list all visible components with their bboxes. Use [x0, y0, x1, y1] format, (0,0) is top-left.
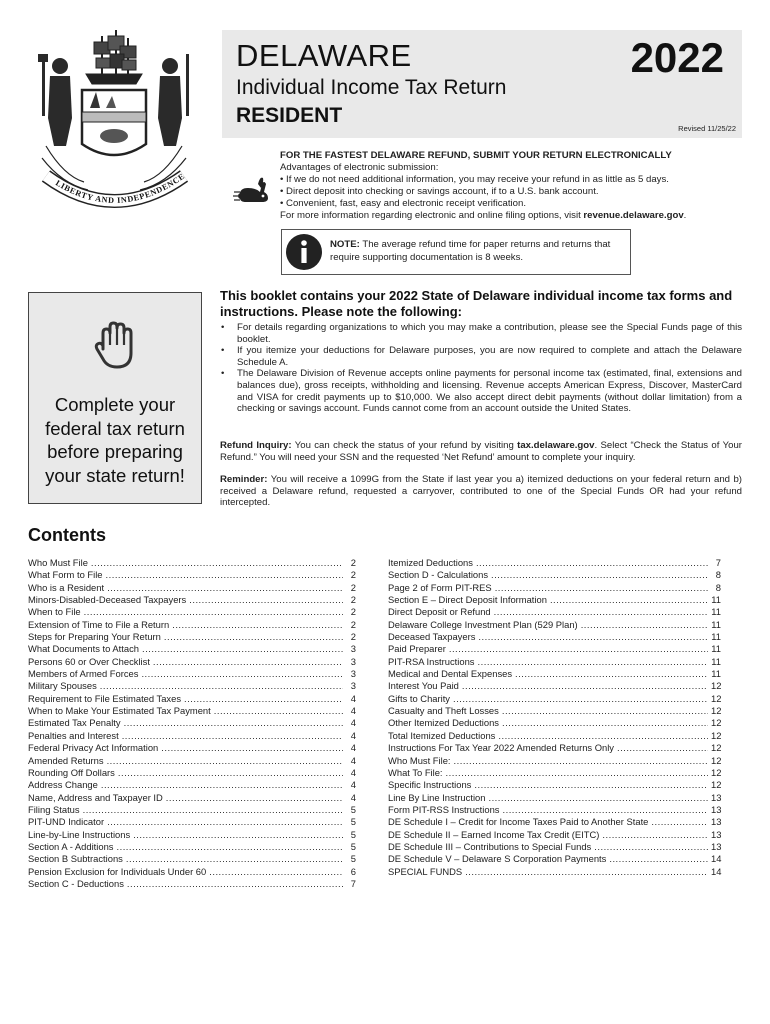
toc-entry-title: When to File: [28, 606, 81, 618]
toc-entry-title: When to Make Your Estimated Tax Payment: [28, 705, 211, 717]
toc-entry[interactable]: [388, 755, 721, 767]
toc-leader-dots: [462, 680, 708, 692]
toc-entry-page: 12: [711, 754, 722, 766]
toc-entry-title: DE Schedule I – Credit for Income Taxes Paid to Another State: [388, 816, 649, 828]
toc-entry-page: 2: [350, 606, 356, 618]
revised-date: Revised 11/25/22: [678, 124, 736, 133]
toc-entry-title: Pension Exclusion for Individuals Under 60: [28, 865, 207, 877]
toc-entry[interactable]: [28, 619, 356, 631]
toc-entry[interactable]: [28, 594, 356, 606]
toc-leader-dots: [106, 569, 344, 581]
toc-leader-dots: [581, 619, 708, 631]
toc-entry-title: Persons 60 or Over Checklist: [28, 655, 150, 667]
refund-inquiry: Refund Inquiry: You can check the status of your refund by visiting tax.delaware.gov. Select “Check the Status of Your Refund.” You will need your SSN and the requested ‘Net Refund’ amount to complete your inquiry.: [220, 440, 742, 463]
efile-item: • Direct deposit into checking or savings account, if to a U.S. bank account.: [280, 186, 599, 197]
toc-leader-dots: [478, 656, 709, 668]
toc-entry[interactable]: [28, 841, 356, 853]
toc-entry[interactable]: [388, 841, 721, 853]
toc-entry-page: 5: [350, 840, 356, 852]
toc-entry-page: 3: [350, 655, 356, 667]
toc-entry-page: 4: [350, 705, 356, 717]
toc-entry-page: 6: [350, 865, 356, 877]
efile-item: • If we do not need additional information, you may receive your refund in as little as 5 days.: [280, 174, 669, 185]
toc-leader-dots: [214, 705, 343, 717]
toc-leader-dots: [550, 594, 708, 606]
toc-entry[interactable]: [388, 705, 721, 717]
toc-entry-title: Medical and Dental Expenses: [388, 668, 513, 680]
toc-entry-page: 12: [711, 766, 722, 778]
toc-leader-dots: [184, 693, 343, 705]
toc-leader-dots: [107, 816, 343, 828]
toc-entry[interactable]: [388, 816, 721, 828]
toc-entry-title: Page 2 of Form PIT-RES: [388, 581, 492, 593]
toc-leader-dots: [83, 804, 343, 816]
toc-entry-title: Who Must File: [28, 557, 88, 568]
toc-entry-title: What Form to File: [28, 569, 103, 581]
efile-more-info: For more information regarding electronic and online filing options, visit revenue.delaware.gov.: [280, 210, 687, 221]
toc-entry-title: Section C - Deductions: [28, 877, 124, 889]
toc-leader-dots: [91, 557, 343, 569]
toc-entry-title: What To File:: [388, 766, 443, 778]
toc-entry[interactable]: [388, 853, 721, 865]
toc-entry[interactable]: [28, 668, 356, 680]
toc-entry-page: 12: [711, 680, 722, 692]
seal-motto: LIBERTY AND INDEPENDENCE: [53, 171, 187, 205]
toc-entry-page: 3: [350, 668, 356, 680]
toc-entry[interactable]: [28, 755, 356, 767]
toc-leader-dots: [142, 643, 343, 655]
toc-entry-page: 13: [711, 840, 722, 852]
toc-entry-title: Specific Instructions: [388, 779, 472, 791]
toc-entry-page: 2: [350, 618, 356, 630]
toc-entry[interactable]: [388, 582, 721, 594]
toc-leader-dots: [502, 705, 708, 717]
toc-entry-page: 5: [350, 853, 356, 865]
toc-entry-page: 12: [711, 717, 722, 729]
toc-entry-title: Other Itemized Deductions: [388, 717, 499, 729]
toc-entry[interactable]: [28, 582, 356, 594]
toc-entry-title: Extension of Time to File a Return: [28, 618, 170, 630]
toc-leader-dots: [107, 582, 343, 594]
toc-entry-title: Name, Address and Taxpayer ID: [28, 791, 163, 803]
toc-entry-title: Penalties and Interest: [28, 729, 119, 741]
toc-entry[interactable]: [388, 730, 721, 742]
toc-entry[interactable]: [28, 656, 356, 668]
toc-leader-dots: [153, 656, 343, 668]
toc-leader-dots: [116, 841, 343, 853]
toc-leader-dots: [209, 866, 343, 878]
toc-entry[interactable]: [388, 779, 721, 791]
toc-leader-dots: [446, 767, 708, 779]
federal-reminder-box: [28, 292, 202, 504]
toc-leader-dots: [164, 631, 343, 643]
toc-entry-page: 11: [711, 668, 721, 680]
toc-entry-title: Line By Line Instruction: [388, 791, 486, 803]
toc-entry-page: 2: [350, 631, 356, 643]
toc-leader-dots: [172, 619, 343, 631]
note-text: NOTE: The average refund time for paper returns and returns that require supporting documentation is 8 weeks.: [330, 239, 611, 263]
toc-entry[interactable]: [28, 853, 356, 865]
toc-leader-dots: [107, 755, 343, 767]
toc-entry-page: 5: [350, 828, 356, 840]
toc-leader-dots: [189, 594, 343, 606]
toc-entry[interactable]: [388, 693, 721, 705]
toc-entry-title: Address Change: [28, 779, 98, 791]
toc-entry[interactable]: [28, 742, 356, 754]
toc-entry-title: What Documents to Attach: [28, 643, 139, 655]
toc-entry[interactable]: [28, 730, 356, 742]
toc-entry-title: Delaware College Investment Plan (529 Plan): [388, 618, 578, 630]
toc-entry-page: 4: [350, 791, 356, 803]
toc-entry-title: DE Schedule II – Earned Income Tax Credit (EITC): [388, 828, 600, 840]
tax-year: 2022: [630, 34, 724, 81]
toc-entry[interactable]: [388, 631, 721, 643]
toc-entry-title: Paid Preparer: [388, 643, 446, 655]
toc-entry-page: 3: [350, 680, 356, 692]
toc-entry-page: 13: [711, 828, 722, 840]
toc-leader-dots: [498, 730, 708, 742]
toc-entry-title: Form PIT-RSS Instructions: [388, 803, 500, 815]
toc-entry[interactable]: [28, 557, 356, 569]
toc-leader-dots: [594, 841, 708, 853]
toc-entry-page: 13: [711, 791, 722, 803]
toc-entry-page: 4: [350, 729, 356, 741]
toc-leader-dots: [100, 680, 343, 692]
toc-leader-dots: [488, 792, 708, 804]
toc-entry-page: 12: [711, 692, 722, 704]
toc-leader-dots: [602, 829, 708, 841]
svg-text:LIBERTY AND INDEPENDENCE: [54, 172, 187, 205]
toc-entry-page: 14: [711, 853, 722, 865]
toc-entry[interactable]: [28, 779, 356, 791]
toc-entry-title: Rounding Off Dollars: [28, 766, 115, 778]
toc-entry[interactable]: [28, 693, 356, 705]
toc-entry-title: Section E – Direct Deposit Information: [388, 594, 547, 606]
form-title: Individual Income Tax Return: [236, 76, 507, 99]
rabbit-icon: [232, 172, 272, 212]
toc-entry-page: 7: [350, 877, 356, 889]
contents-left-column: [28, 557, 356, 890]
toc-entry[interactable]: [28, 816, 356, 828]
toc-entry-title: Estimated Tax Penalty: [28, 717, 121, 729]
toc-leader-dots: [101, 779, 343, 791]
toc-entry-page: 4: [350, 766, 356, 778]
efile-section: [280, 150, 750, 222]
toc-entry-page: 4: [350, 692, 356, 704]
toc-entry-page: 4: [350, 754, 356, 766]
toc-entry[interactable]: [28, 866, 356, 878]
toc-entry-title: SPECIAL FUNDS: [388, 865, 463, 877]
federal-reminder-text: Complete your federal tax return before preparing your state return!: [45, 394, 185, 486]
toc-entry-page: 5: [350, 816, 356, 828]
toc-entry-page: 11: [711, 606, 721, 618]
booklet-heading: This booklet contains your 2022 State of Delaware individual income tax forms and instructions. Please note the following:: [220, 288, 733, 319]
toc-entry-page: 4: [350, 742, 356, 754]
toc-entry[interactable]: [388, 804, 721, 816]
contents-right-column: [388, 557, 721, 878]
toc-entry-title: Instructions For Tax Year 2022 Amended Returns Only: [388, 742, 614, 754]
info-icon: [284, 232, 324, 272]
toc-entry-page: 11: [711, 594, 721, 606]
toc-entry-page: 2: [350, 557, 356, 568]
toc-leader-dots: [609, 853, 708, 865]
delaware-state-seal-icon: [24, 26, 204, 216]
toc-entry[interactable]: [28, 767, 356, 779]
toc-entry-page: 14: [711, 865, 722, 877]
toc-leader-dots: [494, 606, 708, 618]
toc-entry-page: 8: [715, 569, 721, 581]
toc-entry-page: 12: [711, 729, 722, 741]
toc-entry[interactable]: [28, 680, 356, 692]
toc-entry-page: 12: [711, 742, 722, 754]
toc-entry-title: Section A - Additions: [28, 840, 114, 852]
toc-entry-page: 11: [711, 655, 721, 667]
toc-leader-dots: [118, 767, 343, 779]
toc-entry[interactable]: [388, 643, 721, 655]
toc-leader-dots: [502, 804, 708, 816]
toc-entry[interactable]: [28, 569, 356, 581]
toc-entry[interactable]: [28, 631, 356, 643]
toc-entry[interactable]: [28, 606, 356, 618]
toc-entry-page: 11: [711, 618, 721, 630]
toc-entry[interactable]: [28, 829, 356, 841]
toc-leader-dots: [161, 742, 343, 754]
toc-entry-title: Interest You Paid: [388, 680, 459, 692]
toc-entry[interactable]: [28, 878, 356, 890]
list-item: • For details regarding organizations to which you may make a contribution, please see the Special Funds page of this booklet.: [220, 322, 742, 345]
toc-leader-dots: [474, 779, 708, 791]
form-subtitle: RESIDENT: [236, 104, 343, 127]
toc-leader-dots: [449, 643, 708, 655]
note-box: [281, 229, 631, 275]
toc-leader-dots: [495, 582, 708, 594]
toc-entry[interactable]: [388, 668, 721, 680]
toc-entry-title: Members of Armed Forces: [28, 668, 139, 680]
toc-entry-page: 12: [711, 705, 722, 717]
toc-entry-title: PIT-RSA Instructions: [388, 655, 475, 667]
toc-entry-title: Minors-Disabled-Deceased Taxpayers: [28, 594, 187, 606]
toc-entry[interactable]: [388, 619, 721, 631]
toc-entry-title: Section D - Calculations: [388, 569, 489, 581]
toc-entry-page: 3: [350, 643, 356, 655]
toc-leader-dots: [476, 557, 708, 569]
toc-leader-dots: [478, 631, 708, 643]
revenue-link[interactable]: revenue.delaware.gov: [583, 210, 684, 221]
list-item: • If you itemize your deductions for Delaware purposes, you are now required to complete and attach the Delaware Schedule A.: [220, 345, 742, 368]
toc-entry-title: Requirement to File Estimated Taxes: [28, 692, 182, 704]
toc-entry-title: Steps for Preparing Your Return: [28, 631, 161, 643]
toc-entry-title: Filing Status: [28, 803, 80, 815]
toc-entry[interactable]: [28, 643, 356, 655]
toc-entry-title: Direct Deposit or Refund: [388, 606, 491, 618]
toc-entry[interactable]: [388, 767, 721, 779]
toc-entry-title: Who Must File:: [388, 754, 451, 766]
efile-item: • Convenient, fast, easy and electronic receipt verification.: [280, 198, 526, 209]
toc-leader-dots: [515, 668, 708, 680]
toc-entry-page: 12: [711, 779, 722, 791]
toc-entry-title: DE Schedule III – Contributions to Special Funds: [388, 840, 592, 852]
toc-leader-dots: [465, 866, 708, 878]
toc-entry-title: Amended Returns: [28, 754, 104, 766]
toc-entry-title: Section B Subtractions: [28, 853, 123, 865]
toc-leader-dots: [84, 606, 343, 618]
toc-entry-title: Federal Privacy Act Information: [28, 742, 159, 754]
toc-leader-dots: [133, 829, 343, 841]
toc-entry-page: 7: [715, 557, 721, 568]
toc-entry-title: Military Spouses: [28, 680, 97, 692]
toc-entry[interactable]: [388, 594, 721, 606]
toc-entry-title: Total Itemized Deductions: [388, 729, 496, 741]
toc-entry-title: Gifts to Charity: [388, 692, 450, 704]
toc-entry-page: 2: [350, 594, 356, 606]
toc-leader-dots: [651, 816, 708, 828]
booklet-bullets: [220, 322, 742, 415]
toc-entry[interactable]: [388, 742, 721, 754]
toc-entry[interactable]: [388, 557, 721, 569]
efile-heading: FOR THE FASTEST DELAWARE REFUND, SUBMIT YOUR RETURN ELECTRONICALLY: [280, 150, 672, 161]
toc-leader-dots: [454, 755, 708, 767]
reminder-paragraph: Reminder: You will receive a 1099G from the State if last year you a) itemized deductions on your federal return and b) received a Delaware refund, requested a carryover, contributed to one of the Special Funds OR had your refund intercepted.: [220, 474, 742, 509]
toc-entry[interactable]: [388, 866, 721, 878]
toc-entry[interactable]: [28, 804, 356, 816]
toc-entry[interactable]: [388, 829, 721, 841]
toc-entry-page: 11: [711, 643, 721, 655]
toc-leader-dots: [453, 693, 708, 705]
toc-entry[interactable]: [388, 569, 721, 581]
efile-advantages: Advantages of electronic submission:: [280, 162, 439, 173]
toc-entry[interactable]: [28, 792, 356, 804]
toc-entry-page: 11: [711, 631, 721, 643]
toc-entry-title: Itemized Deductions: [388, 557, 473, 568]
toc-leader-dots: [124, 717, 343, 729]
hand-stop-icon: [91, 319, 139, 371]
toc-leader-dots: [617, 742, 708, 754]
toc-entry-title: Who is a Resident: [28, 581, 105, 593]
toc-leader-dots: [502, 717, 708, 729]
toc-entry-title: Deceased Taxpayers: [388, 631, 476, 643]
toc-entry-page: 2: [350, 581, 356, 593]
toc-leader-dots: [141, 668, 343, 680]
toc-entry[interactable]: [388, 792, 721, 804]
toc-leader-dots: [491, 569, 708, 581]
toc-leader-dots: [127, 878, 343, 890]
contents-title: Contents: [28, 525, 106, 545]
toc-entry-title: Line-by-Line Instructions: [28, 828, 131, 840]
toc-entry[interactable]: [388, 717, 721, 729]
toc-leader-dots: [166, 792, 343, 804]
toc-entry-page: 13: [711, 803, 722, 815]
toc-entry-page: 4: [350, 779, 356, 791]
toc-entry-page: 4: [350, 717, 356, 729]
toc-entry-title: PIT-UND Indicator: [28, 816, 105, 828]
toc-entry-page: 2: [350, 569, 356, 581]
toc-entry-title: DE Schedule V – Delaware S Corporation Payments: [388, 853, 607, 865]
toc-entry[interactable]: [28, 717, 356, 729]
toc-leader-dots: [126, 853, 343, 865]
tax-delaware-link[interactable]: tax.delaware.gov: [517, 440, 595, 451]
header-banner: [222, 30, 742, 138]
toc-entry[interactable]: [28, 705, 356, 717]
toc-entry-page: 5: [350, 803, 356, 815]
toc-entry-page: 8: [715, 581, 721, 593]
toc-entry[interactable]: [388, 606, 721, 618]
toc-leader-dots: [122, 730, 343, 742]
toc-entry[interactable]: [388, 680, 721, 692]
list-item: • The Delaware Division of Revenue accepts online payments for personal income tax (estimated, final, extensions and balances due), gross receipts, withholding and licensing. Revenue accepts American Express, Discover, MasterCard and VISA for credit payments up to $10,000. We also accept direct debit payments (without dollar limitation) from a checking or savings account. Funds cannot come from an account outside the United States.: [220, 368, 742, 414]
toc-entry-title: Casualty and Theft Losses: [388, 705, 499, 717]
toc-entry-page: 13: [711, 816, 722, 828]
toc-entry[interactable]: [388, 656, 721, 668]
state-name: DELAWARE: [236, 38, 412, 73]
